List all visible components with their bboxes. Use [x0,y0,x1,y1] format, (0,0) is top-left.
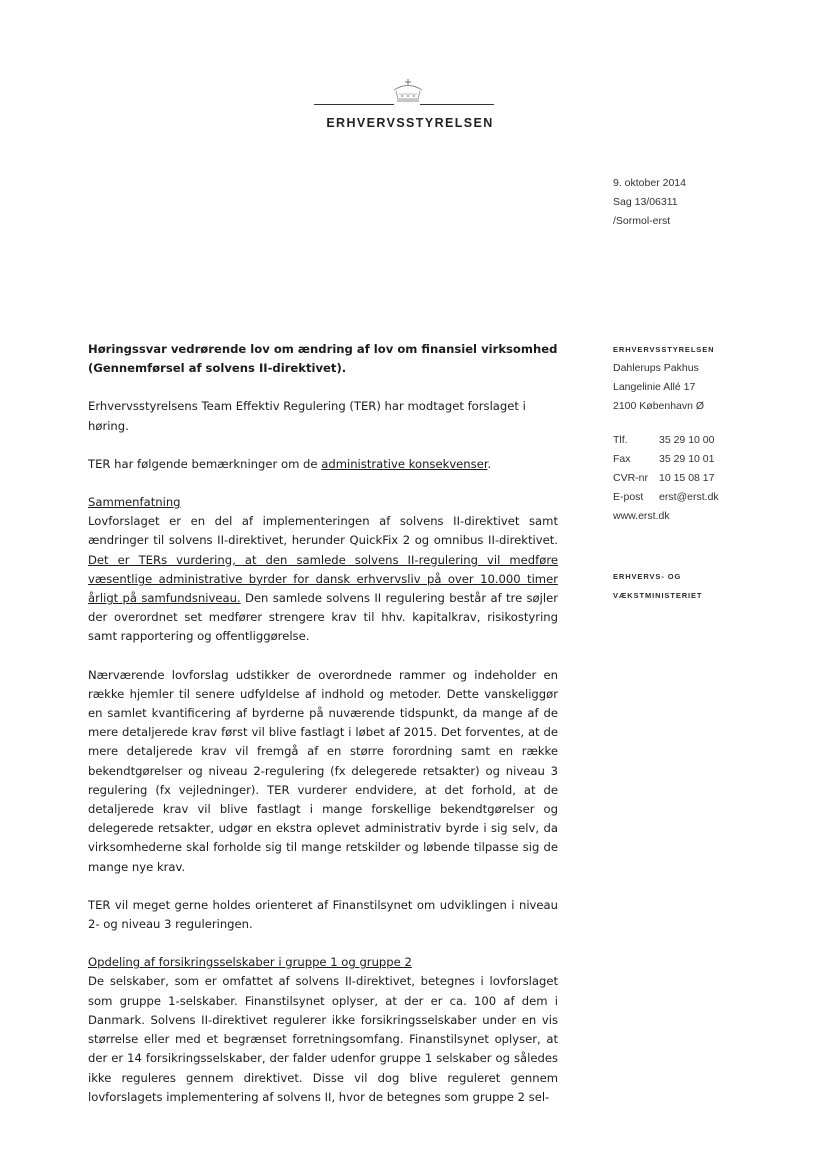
address-line: 2100 København Ø [613,400,705,412]
ministry-line: VÆKSTMINISTERIET [613,591,703,600]
crown-icon [386,78,430,104]
letter-title [88,340,558,378]
reference-code: /Sormol-erst [613,215,671,227]
letter-title-line: Høringssvar vedrørende lov om ændring af lov om finansiel virksomhed [88,342,558,356]
administrative-consequences-text: administrative konsekvenser [321,456,488,471]
contact-row-cvr [613,469,719,488]
website: www.erst.dk [613,510,670,522]
letter-date: 9. oktober 2014 [613,177,686,189]
section-heading-groups: Opdeling af forsikringsselskaber i gruppe 1 og gruppe 2 [88,955,412,970]
contact-label: CVR-nr [613,472,649,484]
address-line: Langelinie Allé 17 [613,381,696,393]
ministry-line: ERHVERVS- OG [613,572,682,581]
sender-contact [613,431,719,526]
intro-paragraph: Erhvervsstyrelsens Team Effektiv Regulering (TER) har modtaget forslaget i høring. [88,399,526,433]
summary-text-end: Den samlede solvens II regulering består af tre søjler der overordnet set medfører strengere krav til hhv. kapitalkrav, risikostyring samt rapportering og offentliggørelse. [88,591,558,644]
contact-row-fax [613,450,719,469]
section-heading-summary: Sammenfatning [88,495,181,510]
letter-body [88,340,558,1107]
summary-paragraph [88,512,558,646]
brand-wordmark: ERHVERVSSTYRELSEN [326,116,494,130]
remarks-paragraph [88,455,558,474]
contact-row-email [613,488,719,507]
contact-value: 35 29 10 00 [659,434,715,446]
contact-label: Fax [613,453,631,465]
logo-rule-right [420,104,494,105]
case-number: Sag 13/06311 [613,196,678,208]
groups-paragraph: De selskaber, som er omfattet af solvens II-direktivet, betegnes i lovforslaget som gruppe 1-selskaber. Finanstilsynet oplyser, at der er ca. 100 af dem i Danmark. Solvens II-direktivet regulerer ikke forsikringsselskaber under en vis størrelse eller med et begrænset forretningsomfang. Finanstilsynet oplyser, at der er 14 forsikringsselskaber, der falder udenfor gruppe 1 selskaber og således ikke reguleres gennem direktivet. Disse vil dog blive reguleret gennem lovforslagets implementering af solvens II, hvor de betegnes som gruppe 2 sel- [88,974,558,1104]
sender-org: ERHVERVSSTYRELSEN [613,345,715,354]
framework-paragraph: Nærværende lovforslag udstikker de overordnede rammer og indeholder en række hjemler til senere udfyldelse af indhold og metoder. Dette vanskeliggør en samlet kvantificering af byrderne på nuværende tidspunkt, da mange af de mere detaljerede krav først vil blive fastlagt i løbet af 2015. Det forventes, at de mere detaljerede krav vil fremgå af en større forordning samt en række bekendtgørelser og niveau 2-regulering (fx delegerede retsakter) og niveau 3 regulering (fx vejledninger). TER vurderer endvidere, at det forhold, at de detaljerede krav vil blive fastlagt i mange forskellige bekendtgørelser og delegerede retsakter, udgør en ekstra oplevet administrativ byrde i sig selv, da virksomhederne skal forholde sig til mange retskilder og løbende tilpasse sig de mange nye krav. [88,667,558,874]
sender-address [613,340,714,416]
remarks-end: . [487,456,492,471]
remarks-text: TER har følgende bemærkninger om de [88,456,322,471]
contact-value: erst@erst.dk [659,491,719,503]
contact-label: Tlf. [613,434,628,446]
contact-label: E-post [613,491,644,503]
letter-title-line: (Gennemførsel af solvens II-direktivet). [88,361,347,376]
orientation-paragraph: TER vil meget gerne holdes orienteret af Finanstilsynet om udviklingen i niveau 2- og niveau 3 reguleringen. [88,897,558,932]
logo-rule-left [314,104,394,105]
contact-value: 35 29 10 01 [659,453,715,465]
summary-emphasis: Det er TERs vurdering, at den samlede solvens II-regulering vil medføre væsentlige administrative byrder for dansk erhvervsliv på over 10.000 timer årligt på samfundsniveau. [88,552,558,606]
letter-meta [613,174,686,231]
summary-text: Lovforslaget er en del af implementeringen af solvens II-direktivet samt ændringer til solvens II-direktivet, herunder QuickFix 2 og omnibus II-direktivet. [88,514,558,548]
contact-row-phone [613,431,719,450]
address-line: Dahlerups Pakhus [613,362,699,374]
contact-value: 10 15 08 17 [659,472,715,484]
ministry-name [613,567,702,605]
